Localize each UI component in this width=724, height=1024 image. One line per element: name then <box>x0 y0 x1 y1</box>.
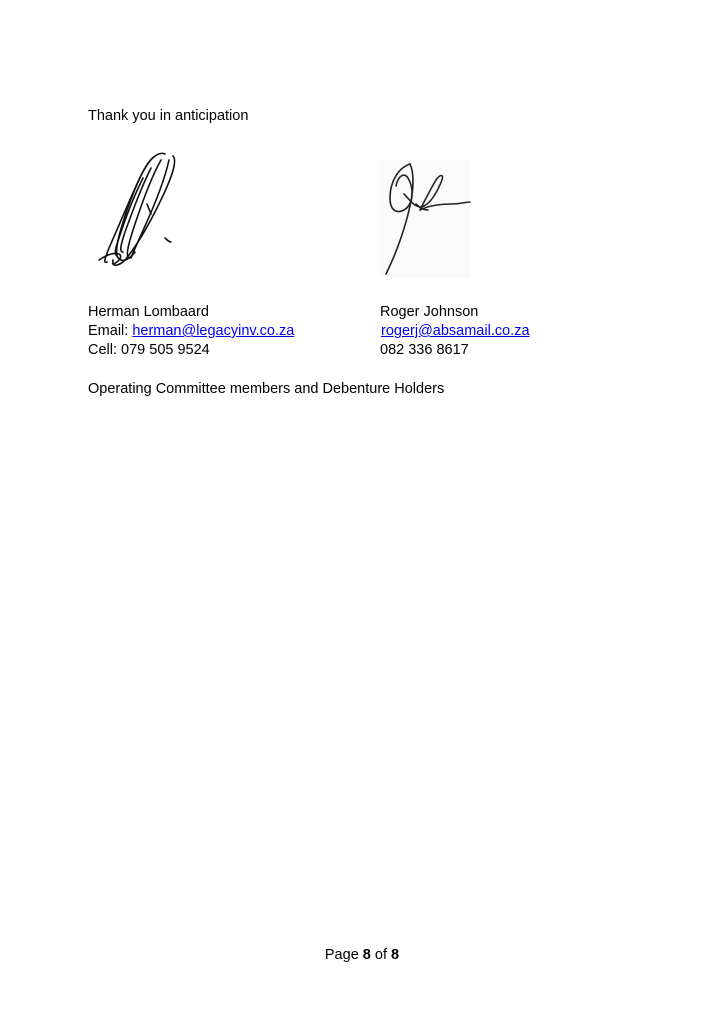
page-footer <box>0 946 724 964</box>
signatory-2-name: Roger Johnson <box>380 304 479 320</box>
email-label: Email: <box>88 323 133 339</box>
recipients-line: Operating Committee members and Debenture Holders <box>88 381 445 397</box>
signatory-1-phone: Cell: 079 505 9524 <box>88 342 210 358</box>
total-pages-number: 8 <box>391 947 400 963</box>
signatory-2-email-link[interactable]: rogerj@absamail.co.za <box>381 323 530 339</box>
of-word: of <box>374 947 387 963</box>
page-word: Page <box>324 947 359 963</box>
signatory-1-name: Herman Lombaard <box>88 304 209 320</box>
signatory-1-email-line <box>88 322 294 340</box>
signatory-2-email-line <box>381 322 530 340</box>
signatory-2-phone: 082 336 8617 <box>380 342 469 358</box>
closing-text: Thank you in anticipation <box>88 108 249 124</box>
signatory-1-email-link[interactable]: herman@legacyinv.co.za <box>132 323 295 339</box>
signature-icon <box>95 148 185 273</box>
signature-icon <box>380 158 472 280</box>
signature-herman-lombaard <box>95 148 185 273</box>
signature-roger-johnson <box>380 158 472 280</box>
current-page-number: 8 <box>362 947 371 963</box>
